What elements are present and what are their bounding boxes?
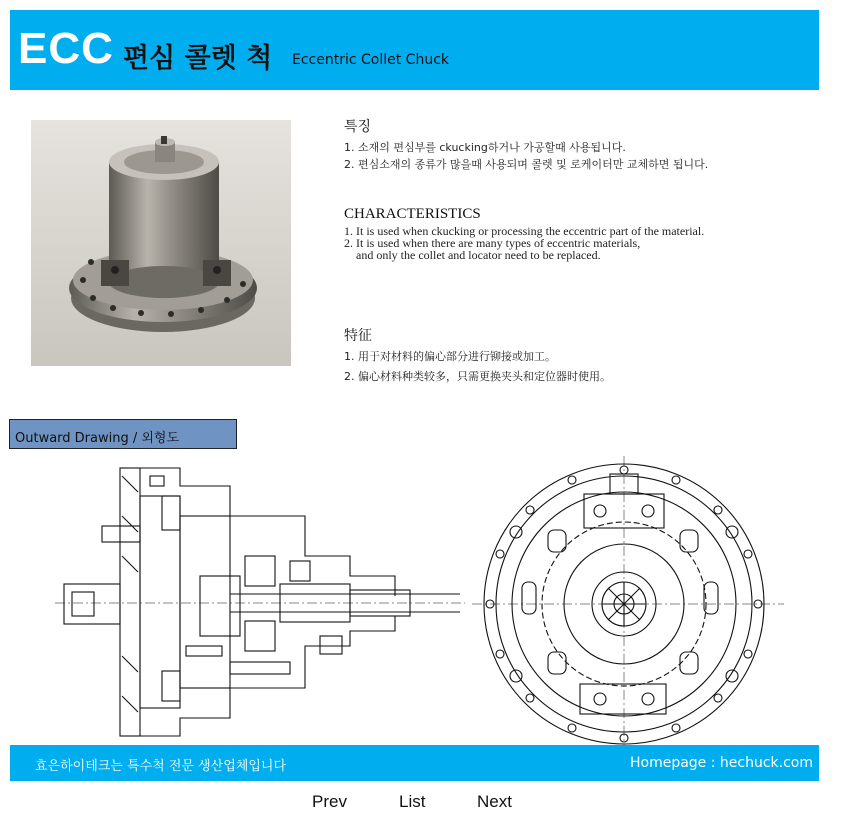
header-banner xyxy=(10,10,819,90)
footer-banner xyxy=(10,745,819,781)
product-title-kr: 편심 콜렛 척 xyxy=(123,43,273,74)
footer-homepage-link[interactable]: Homepage : hechuck.com xyxy=(629,755,813,771)
features-en-line-2: 2. It is used when there are many types of eccentric materials, xyxy=(344,236,641,250)
product-photo xyxy=(31,120,291,366)
features-cn-line-2: 2. 偏心材料种类较多，只需更换夹头和定位器时使用。 xyxy=(344,370,611,383)
list-link[interactable]: List xyxy=(399,792,426,811)
outward-drawing-label-text: Outward Drawing / 외형도 xyxy=(15,431,180,446)
features-en-title: CHARACTERISTICS xyxy=(344,206,481,222)
side-section-drawing xyxy=(50,456,470,746)
features-en-line-1: 1. It is used when ckucking or processing the eccentric part of the material. xyxy=(344,224,705,238)
product-title-en: Eccentric Collet Chuck xyxy=(292,52,450,68)
outward-drawing-label xyxy=(9,419,237,449)
footer-company-text: 효은하이테크는 특수척 전문 생산업체입니다 xyxy=(35,759,286,774)
features-cn-line-1: 1. 用于对材料的偏心部分进行铆接或加工。 xyxy=(344,350,556,363)
product-code: ECC xyxy=(18,24,114,73)
features-kr-title: 특징 xyxy=(344,119,372,135)
prev-link[interactable]: Prev xyxy=(312,792,347,811)
next-link[interactable]: Next xyxy=(477,792,512,811)
front-view-drawing xyxy=(472,456,784,746)
features-kr-line-1: 1. 소재의 편심부를 ckucking하거나 가공할때 사용됩니다. xyxy=(344,141,626,154)
features-kr-line-2: 2. 편심소재의 종류가 많을때 사용되며 콜렛 및 로케이터만 교체하면 됩니다. xyxy=(344,158,709,171)
features-cn-title: 特征 xyxy=(344,328,372,344)
features-en-line-3: and only the collet and locator need to be replaced. xyxy=(344,248,601,262)
